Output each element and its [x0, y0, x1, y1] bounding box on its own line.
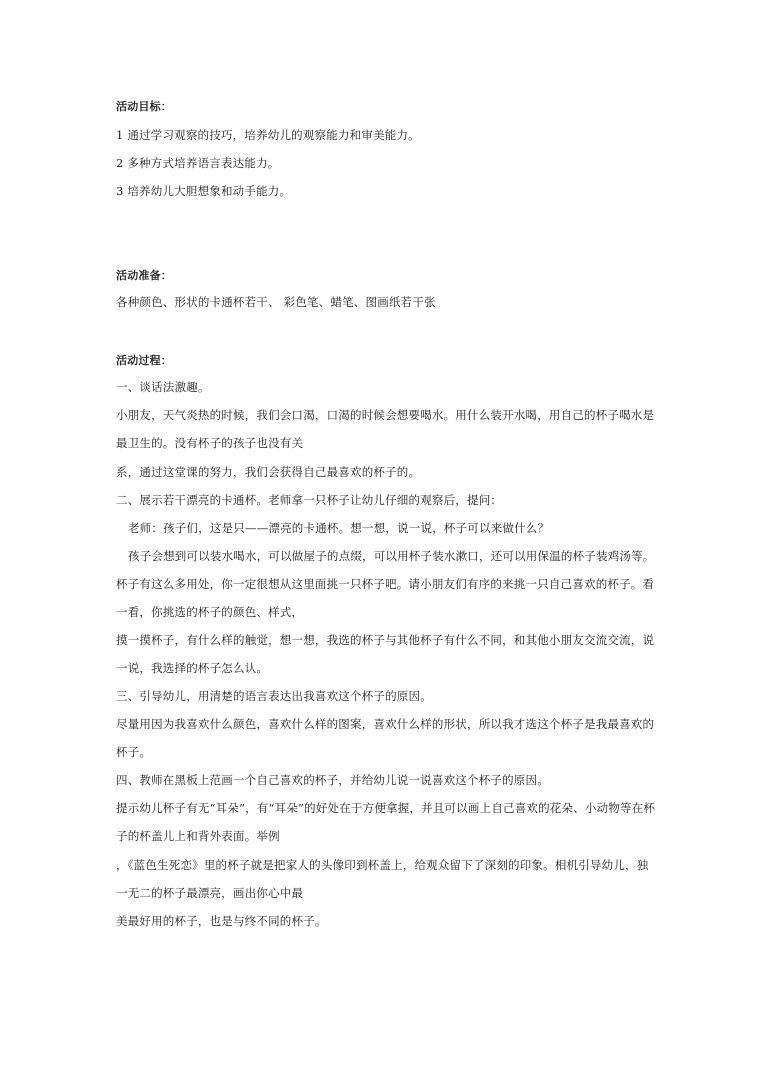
goals-heading: 活动目标： — [116, 100, 172, 113]
goal-item-3: 3 培养幼儿大胆想象和动手能力。 — [116, 184, 292, 198]
process-line: 系，通过这堂课的努力，我们会获得自己最喜欢的杯子的。 — [116, 465, 421, 479]
process-line: 一看，你挑选的杯子的颜色、样式， — [116, 605, 304, 619]
process-line: 杯子。 — [116, 745, 152, 759]
process-line: 最卫生的。没有杯子的孩子也没有关 — [116, 436, 304, 450]
process-line: 二、展示若干漂亮的卡通杯。老师拿一只杯子让幼儿仔细的观察后，提问： — [116, 493, 503, 507]
process-line: 小朋友，天气炎热的时候，我们会口渴，口渴的时候会想要喝水。用什么装开水喝，用自己的杯子喝水是 — [116, 408, 655, 422]
process-line: 尽量用因为我喜欢什么颜色，喜欢什么样的图案，喜欢什么样的形状，所以我才选这个杯子是我最喜欢的 — [116, 717, 655, 731]
process-line: 一无二的杯子最漂亮，画出你心中最 — [116, 886, 304, 900]
process-line: 三、引导幼儿，用清楚的语言表达出我喜欢这个杯子的原因。 — [116, 689, 432, 703]
process-line: 老师：孩子们，这是只——漂亮的卡通杯。想一想，说一说，杯子可以来做什么？ — [128, 521, 550, 535]
process-line: 美最好用的杯子，也是与终不同的杯子。 — [116, 914, 327, 928]
process-line: 杯子有这么多用处，你一定很想从这里面挑一只杯子吧。请小朋友们有序的来挑一只自己喜欢的杯子。看 — [116, 577, 655, 591]
process-line: ，《蓝色生死恋》里的杯子就是把家人的头像印到杯盖上，给观众留下了深刻的印象。相机引导幼儿，独 — [116, 858, 649, 872]
process-line: 提示幼儿杯子有无“耳朵”，有“耳朵”的好处在于方便拿握，并且可以画上自己喜欢的花朵、小动物等在杯 — [116, 801, 656, 815]
prep-heading: 活动准备： — [116, 269, 172, 282]
process-line: 子的杯盖儿上和背外表面。举例 — [116, 829, 280, 843]
process-line: 摸一摸杯子，有什么样的触觉，想一想，我选的杯子与其他杯子有什么不同，和其他小朋友交流交流，说 — [116, 633, 655, 647]
prep-text: 各种颜色、形状的卡通杯若干、 彩色笔、蜡笔、图画纸若干张 — [116, 295, 436, 309]
goal-item-1: 1 通过学习观察的技巧，培养幼儿的观察能力和审美能力。 — [116, 128, 420, 142]
process-heading: 活动过程： — [116, 354, 172, 367]
process-line: 孩子会想到可以装水喝水，可以做屋子的点缀，可以用杯子装水漱口，还可以用保温的杯子装鸡汤等。 — [128, 549, 655, 563]
process-line: 四、教师在黑板上范画一个自己喜欢的杯子，并给幼儿说一说喜欢这个杯子的原因。 — [116, 773, 549, 787]
goal-item-2: 2 多种方式培养语言表达能力。 — [116, 156, 280, 170]
process-line: 一、谈话法激趣。 — [116, 380, 210, 394]
process-line: 一说，我选择的杯子怎么认。 — [116, 661, 269, 675]
